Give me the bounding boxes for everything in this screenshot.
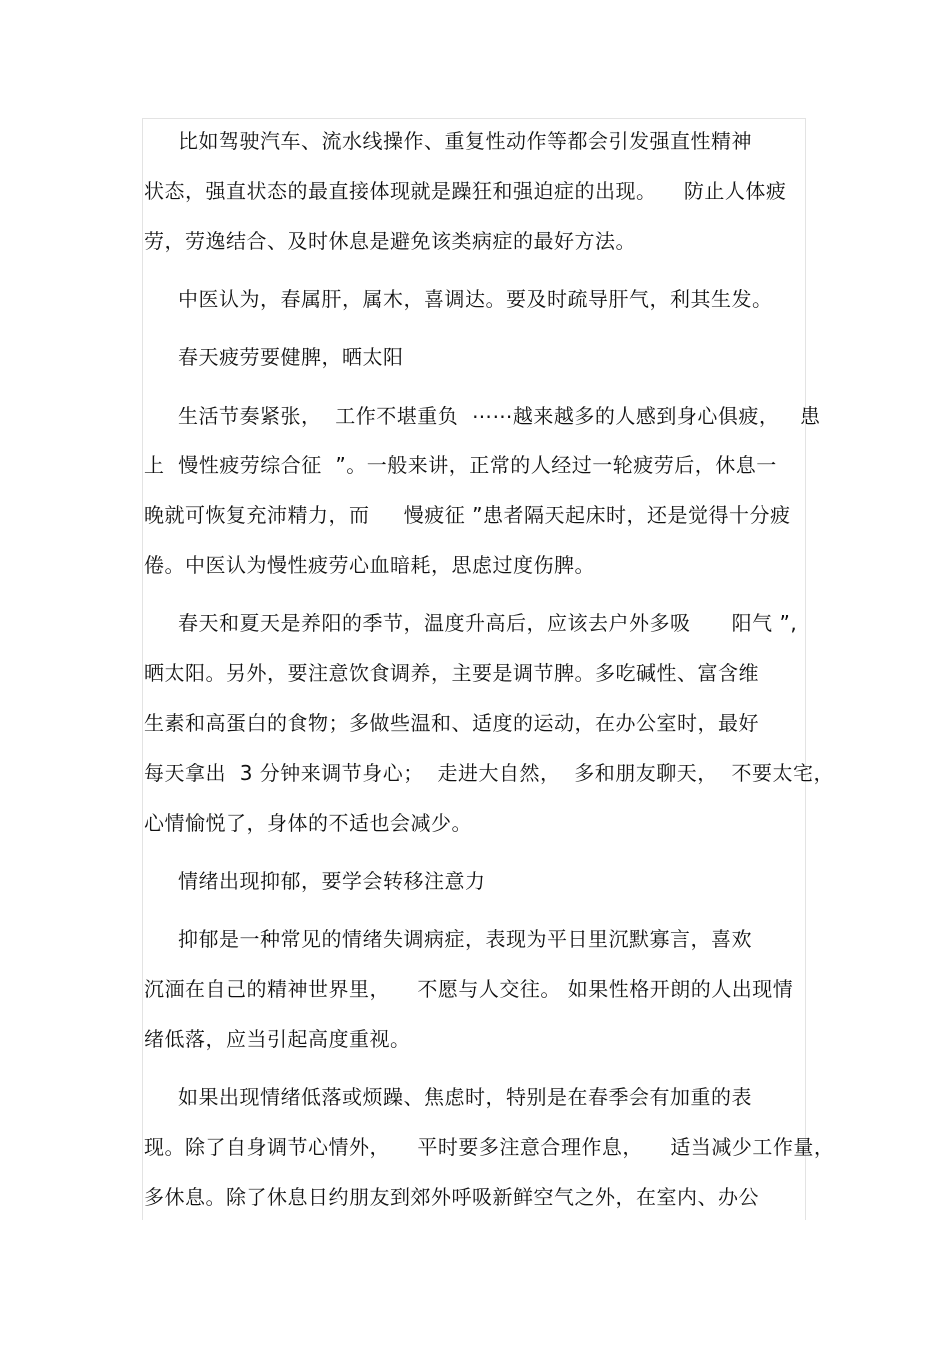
text-line-20: 现。除了自身调节心情外， 平时要多注意合理作息， 适当减少工作量， [144, 1135, 835, 1159]
text-line-2: 状态，强直状态的最直接体现就是躁狂和强迫症的出现。 防止人体疲 [144, 179, 787, 203]
text-line-19: 如果出现情绪低落或烦躁、焦虑时，特别是在春季会有加重的表 [178, 1085, 752, 1109]
section-heading-spring-fatigue: 春天疲劳要健脾，晒太阳 [178, 345, 404, 369]
text-line-16: 抑郁是一种常见的情绪失调病症，表现为平日里沉默寡言，喜欢 [178, 927, 752, 951]
text-line-11: 晒太阳。另外，要注意饮食调养，主要是调节脾。多吃碱性、富含维 [144, 661, 759, 685]
text-line-1: 比如驾驶汽车、流水线操作、重复性动作等都会引发强直性精神 [178, 129, 752, 153]
text-line-6: 生活节奏紧张， 工作不堪重负 ⋯⋯越来越多的人感到身心俱疲， 患 [178, 404, 821, 428]
text-line-3: 劳，劳逸结合、及时休息是避免该类病症的最好方法。 [144, 229, 636, 253]
text-line-10: 春天和夏天是养阳的季节，温度升高后，应该去户外多吸 阳气 ”, [178, 611, 798, 635]
text-line-7: 上 慢性疲劳综合征 ”。一般来讲，正常的人经过一轮疲劳后，休息一 [144, 453, 777, 477]
text-line-17: 沉湎在自己的精神世界里， 不愿与人交往。 如果性格开朗的人出现情 [144, 977, 794, 1001]
text-line-4: 中医认为，春属肝，属木，喜调达。要及时疏导肝气，利其生发。 [178, 287, 773, 311]
text-line-12: 生素和高蛋白的食物；多做些温和、适度的运动，在办公室时，最好 [144, 711, 759, 735]
text-line-9: 倦。中医认为慢性疲劳心血暗耗，思虑过度伤脾。 [144, 553, 595, 577]
text-line-21: 多休息。除了休息日约朋友到郊外呼吸新鲜空气之外，在室内、办公 [144, 1185, 759, 1209]
text-line-18: 绪低落，应当引起高度重视。 [144, 1027, 411, 1051]
section-heading-depression: 情绪出现抑郁，要学会转移注意力 [178, 869, 486, 893]
text-line-8: 晚就可恢复充沛精力，而 慢疲征 ”患者隔天起床时，还是觉得十分疲 [144, 503, 791, 527]
text-line-13: 每天拿出 3 分钟来调节身心； 走进大自然， 多和朋友聊天， 不要太宅， [144, 761, 834, 785]
text-line-14: 心情愉悦了，身体的不适也会减少。 [144, 811, 472, 835]
